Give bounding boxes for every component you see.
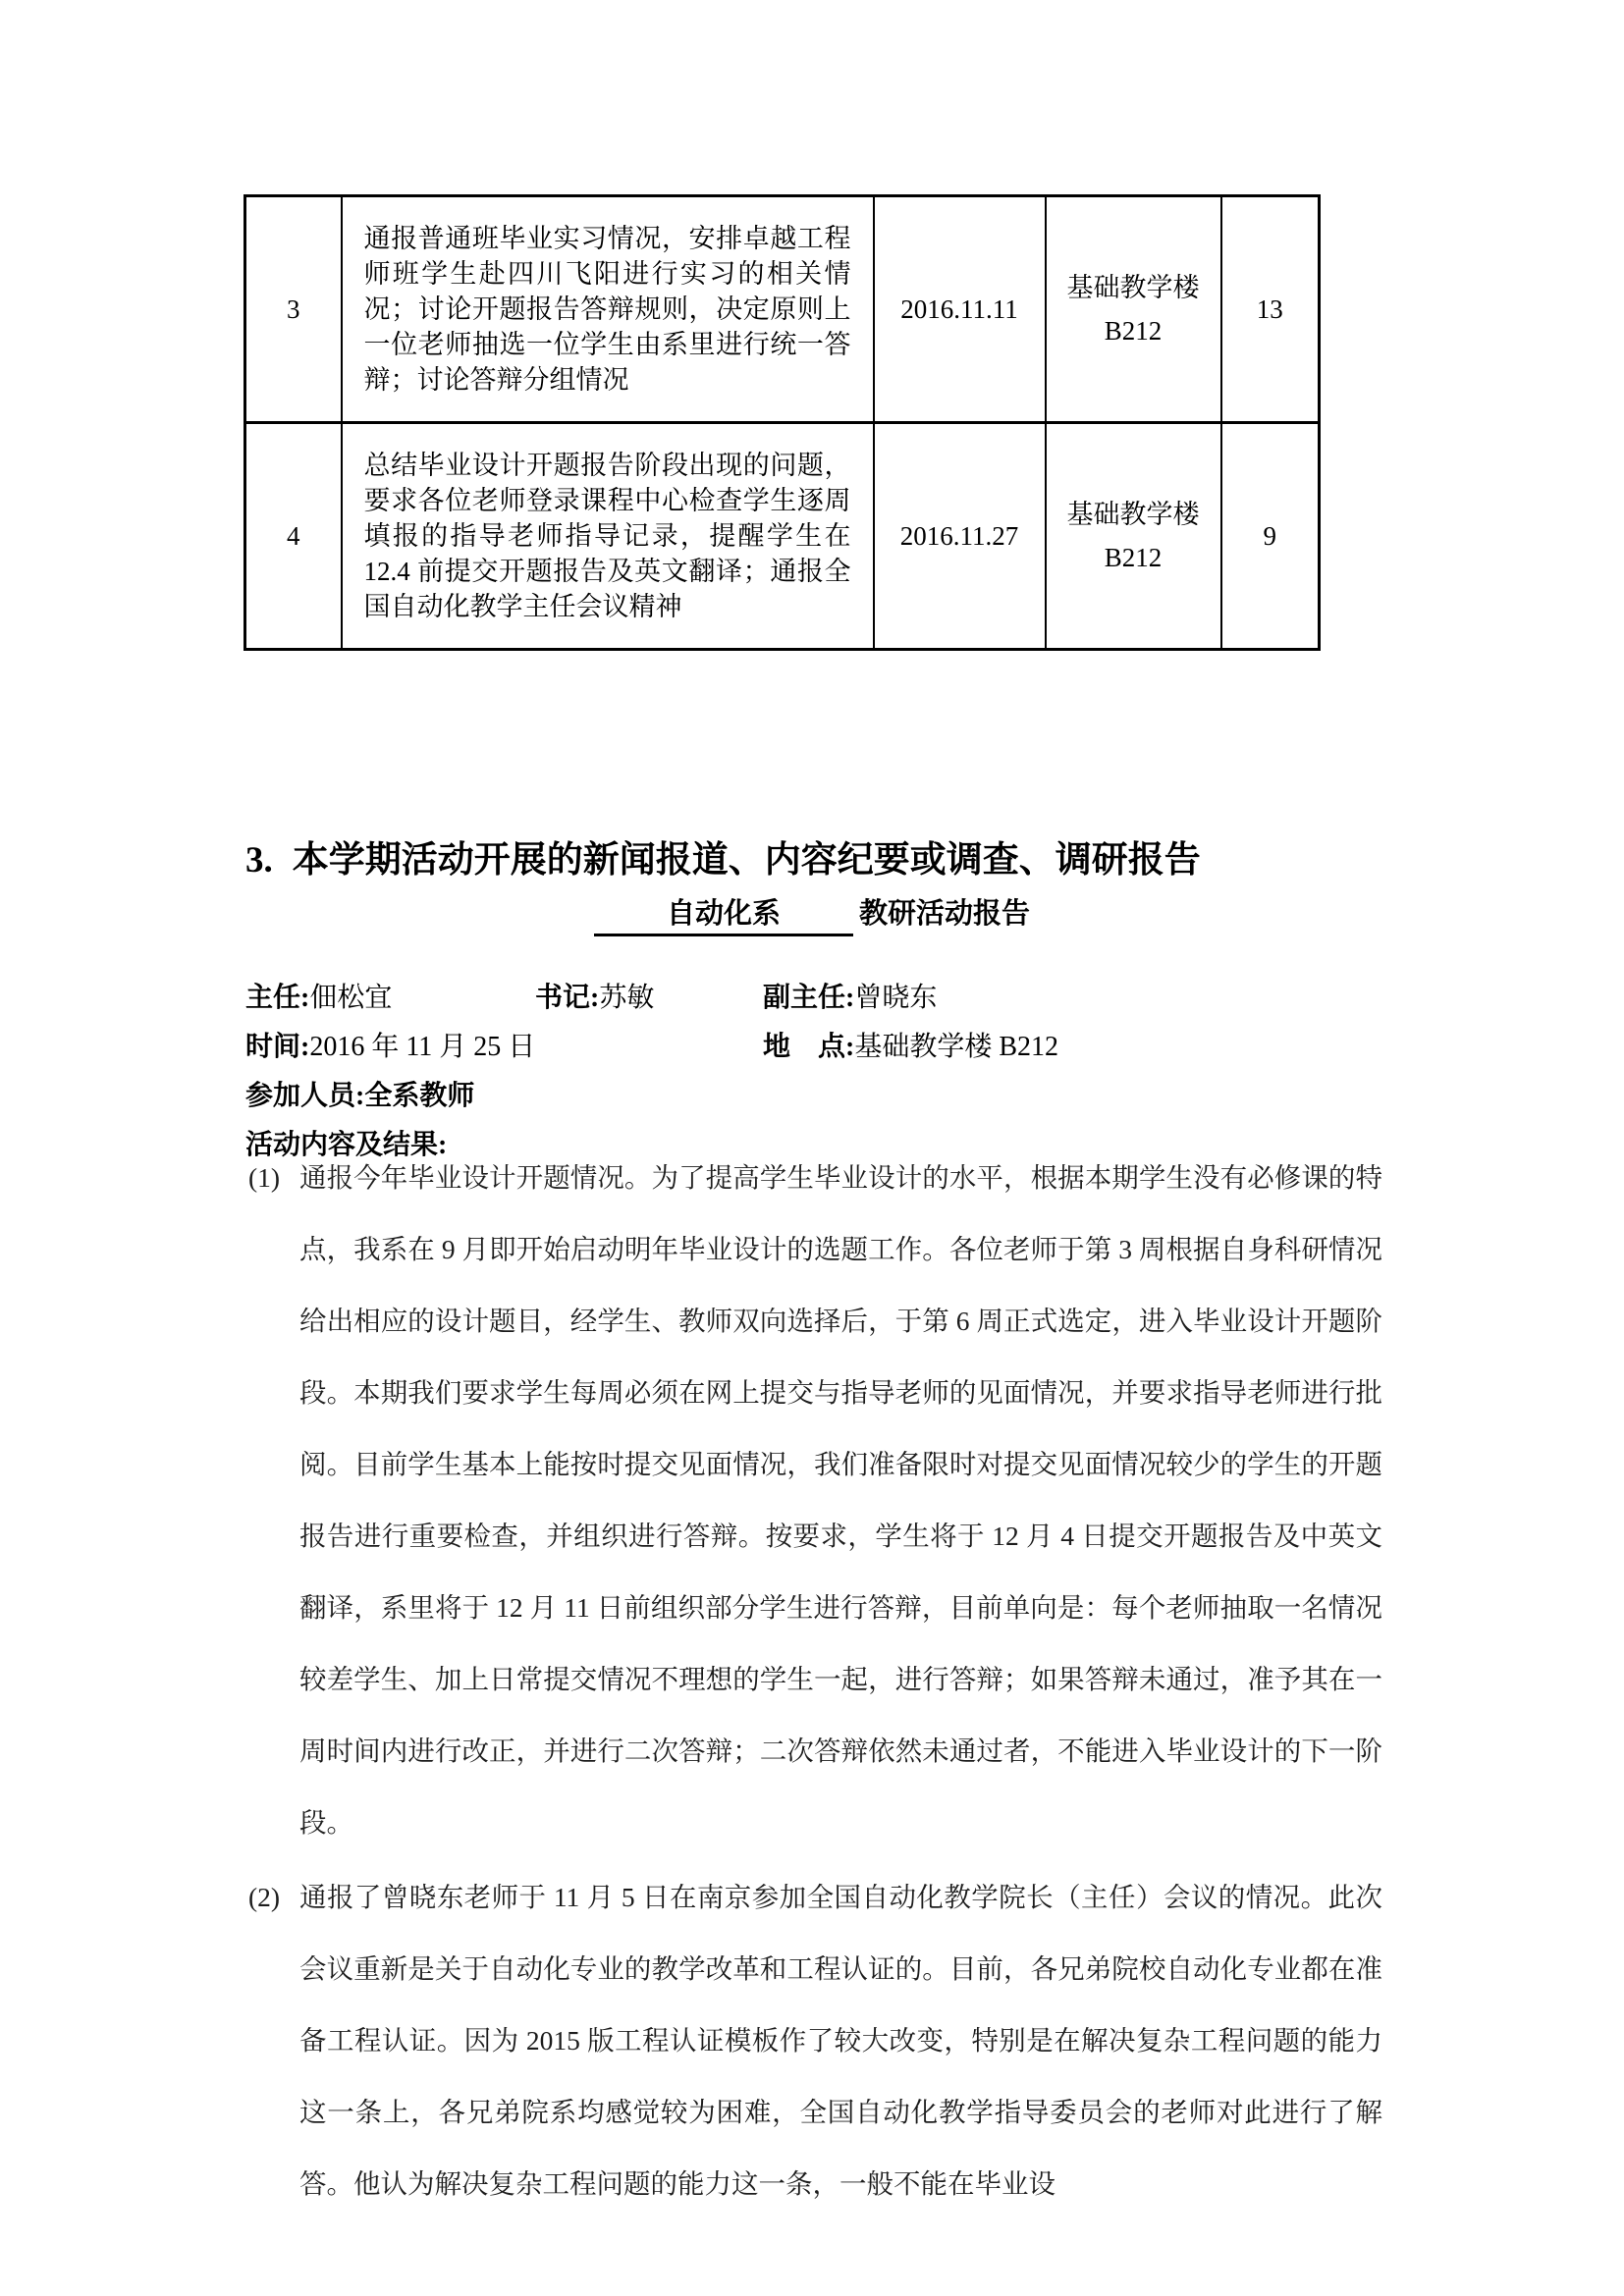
- paragraph-2: [248, 1861, 1382, 2219]
- activity-location-cell: [1046, 423, 1221, 650]
- director-label: 主任:: [245, 983, 310, 1013]
- table-row: [245, 423, 1320, 650]
- attendance-count-cell: 13: [1221, 196, 1320, 423]
- activity-location-cell: [1046, 196, 1221, 423]
- activity-content-cell: 通报普通班毕业实习情况，安排卓越工程师班学生赴四川飞阳进行实习的相关情况；讨论开题报告答辩规则，决定原则上一位老师抽选一位学生由系里进行统一答辩；讨论答辩分组情况: [342, 196, 874, 423]
- row-number-cell: 4: [245, 423, 342, 650]
- section-title: 本学期活动开展的新闻报道、内容纪要或调查、调研报告: [292, 840, 1201, 881]
- deputy-value: 曾晓东: [854, 983, 938, 1013]
- activity-log-table: [244, 194, 1321, 651]
- place-value: 基础教学楼 B212: [854, 1032, 1059, 1062]
- deputy-field: [763, 983, 937, 1013]
- secretary-value: 苏敏: [599, 983, 655, 1013]
- report-subtitle: [0, 891, 1624, 936]
- director-value: 佃松宜: [309, 983, 393, 1013]
- meta-line-participants: [245, 1072, 1384, 1121]
- attendance-count-cell: 9: [1221, 423, 1320, 650]
- meta-line-people: [245, 974, 1384, 1023]
- activity-content-cell: 总结毕业设计开题报告阶段出现的问题，要求各位老师登录课程中心检查学生逐周填报的指导老师指导记录，提醒学生在 12.4 前提交开题报告及英文翻译；通报全国自动化教学主任会议精神: [342, 423, 874, 650]
- section-heading: [245, 829, 1201, 882]
- director-field: [245, 974, 535, 1023]
- location-line2: B212: [1104, 543, 1163, 572]
- deputy-label: 副主任:: [763, 983, 855, 1013]
- paragraph-2-number: (2): [248, 1882, 281, 1912]
- location-line1: 基础教学楼: [1066, 500, 1200, 529]
- activity-date-cell: 2016.11.27: [874, 423, 1046, 650]
- meta-line-time-place: [245, 1023, 1384, 1072]
- location-line1: 基础教学楼: [1066, 273, 1200, 302]
- paragraph-1-text: 通报今年毕业设计开题情况。为了提高学生毕业设计的水平，根据本期学生没有必修课的特点，我系在 9 月即开始启动明年毕业设计的选题工作。各位老师于第 3 周根据自身科研情况给出相应的设计题目，经学生、教师双向选择后，于第 6 周正式选定，进入毕业设计开题阶段。本期我们要求学生每周必须在网上提交与指导老师的见面情况，并要求指导老师进行批阅。目前学生基本上能按时提交见面情况，我们准备限时对提交见面情况较少的学生的开题报告进行重要检查，并组织进行答辩。按要求，学生将于 12 月 4 日提交开题报告及中英文翻译，系里将于 12 月 11 日前组织部分学生进行答辩，目前单向是：每个老师抽取一名情况较差学生、加上日常提交情况不理想的学生一起，进行答辩；如果答辩未通过，准予其在一周时间内进行改正，并进行二次答辩；二次答辩依然未通过者，不能进入毕业设计的下一阶段。: [299, 1162, 1382, 1838]
- meta-block: [245, 974, 1384, 1170]
- participants-label: 参加人员:: [245, 1081, 365, 1111]
- place-label: 地 点:: [763, 1032, 855, 1062]
- paragraph-1-number: (1): [248, 1162, 281, 1193]
- table-row: [245, 196, 1320, 423]
- place-field: [763, 1032, 1058, 1062]
- activity-date-cell: 2016.11.11: [874, 196, 1046, 423]
- participants-value: 全系教师: [364, 1081, 475, 1111]
- location-line2: B212: [1104, 316, 1163, 346]
- secretary-field: [535, 974, 763, 1023]
- paragraph-2-text: 通报了曾晓东老师于 11 月 5 日在南京参加全国自动化教学院长（主任）会议的情况。此次会议重新是关于自动化专业的教学改革和工程认证的。目前，各兄弟院校自动化专业都在准备工程认证。因为 2015 版工程认证模板作了较大改变，特别是在解决复杂工程问题的能力这一条上，各兄弟院系均感觉较为困难，全国自动化教学指导委员会的老师对此进行了解答。他认为解决复杂工程问题的能力这一条，一般不能在毕业设: [299, 1882, 1382, 2199]
- report-type-label: 教研活动报告: [858, 898, 1030, 930]
- time-label: 时间:: [245, 1032, 310, 1062]
- content-results-label: 活动内容及结果:: [245, 1130, 448, 1160]
- time-value: 2016 年 11 月 25 日: [309, 1032, 536, 1062]
- section-number: 3.: [245, 840, 273, 881]
- paragraph-1: [248, 1142, 1382, 1858]
- secretary-label: 书记:: [535, 983, 600, 1013]
- department-name-underlined: 自动化系: [594, 891, 853, 936]
- time-field: [245, 1023, 763, 1072]
- row-number-cell: 3: [245, 196, 342, 423]
